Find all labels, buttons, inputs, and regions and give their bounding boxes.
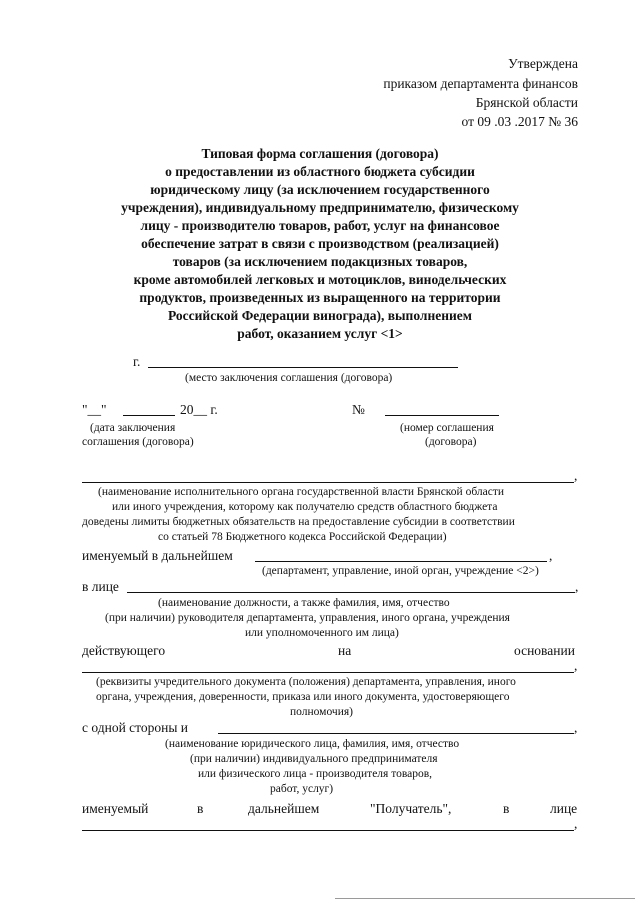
basis-comma: , bbox=[574, 658, 578, 673]
named2-word: дальнейшем bbox=[248, 801, 320, 816]
date-year: 20__ г. bbox=[180, 402, 218, 417]
footer-divider bbox=[335, 898, 635, 899]
person-comma: , bbox=[575, 579, 579, 594]
recipient-caption-line: работ, услуг) bbox=[270, 783, 334, 795]
title-line: о предоставлении из областного бюджета субсидии bbox=[165, 164, 475, 179]
recipient-caption-line: или физического лица - производителя товаров, bbox=[198, 768, 433, 780]
number-caption-1: (номер соглашения bbox=[400, 422, 494, 434]
title-line: Типовая форма соглашения (договора) bbox=[201, 146, 439, 161]
number-caption-2: (договора) bbox=[425, 436, 477, 448]
basis-caption-line: органа, учреждения, доверенности, приказа или иного документа, удостоверяющего bbox=[96, 691, 510, 703]
title-line: работ, оказанием услуг <1> bbox=[237, 326, 403, 341]
title-line: кроме автомобилей легковых и мотоциклов, винодельческих bbox=[133, 272, 507, 287]
approval-line-2: приказом департамента финансов bbox=[383, 76, 578, 91]
title-line: Российской Федерации винограда), выполнением bbox=[168, 308, 472, 323]
side-comma: , bbox=[574, 720, 578, 735]
named2-word: "Получатель", bbox=[370, 801, 452, 816]
organ-caption-line: доведены лимиты бюджетных обязательств на предоставление субсидии в соответствии bbox=[82, 516, 515, 528]
acting-word: основании bbox=[514, 643, 575, 658]
organ-caption-line: со статьей 78 Бюджетного кодекса Российской Федерации) bbox=[158, 531, 447, 543]
named2-word: лице bbox=[550, 801, 578, 816]
basis-field-line[interactable] bbox=[82, 672, 574, 673]
person-caption-line: (при наличии) руководителя департамента, управления, иного органа, учреждения bbox=[105, 612, 510, 624]
title-line: продуктов, произведенных из выращенного на территории bbox=[139, 290, 501, 305]
title-line: товаров (за исключением подакцизных товаров, bbox=[172, 254, 468, 269]
title-line: учреждения), индивидуальному предпринимателю, физическому bbox=[121, 200, 519, 215]
title-line: юридическому лицу (за исключением государственного bbox=[150, 182, 490, 197]
organ-field-line[interactable] bbox=[82, 482, 574, 483]
date-month-field-line[interactable] bbox=[123, 415, 175, 416]
named2-word: в bbox=[503, 801, 510, 816]
approval-line-1: Утверждена bbox=[508, 56, 578, 71]
recipient-caption-line: (наименование юридического лица, фамилия, имя, отчество bbox=[165, 738, 460, 750]
named2-comma: , bbox=[574, 816, 578, 831]
named2-word: в bbox=[197, 801, 204, 816]
named-field-line[interactable] bbox=[255, 561, 547, 562]
title-line: обеспечение затрат в связи с производством (реализацией) bbox=[141, 236, 499, 251]
named-comma: , bbox=[549, 548, 553, 563]
basis-caption-line: полномочия) bbox=[290, 706, 353, 718]
approval-line-4: от 09 .03 .2017 № 36 bbox=[461, 114, 578, 129]
organ-caption-line: или иного учреждения, которому как получателю средств областного бюджета bbox=[112, 501, 498, 513]
named-caption: (департамент, управление, иной орган, учреждение <2>) bbox=[262, 565, 539, 577]
number-field-line[interactable] bbox=[385, 415, 499, 416]
named-label: именуемый в дальнейшем bbox=[82, 548, 233, 563]
recipient-caption-line: (при наличии) индивидуального предпринимателя bbox=[190, 753, 438, 765]
organ-caption-line: (наименование исполнительного органа государственной власти Брянской области bbox=[98, 486, 505, 498]
side-label: с одной стороны и bbox=[82, 720, 189, 735]
person-label: в лице bbox=[82, 579, 119, 594]
recipient-person-field-line[interactable] bbox=[82, 830, 574, 831]
number-prefix: № bbox=[352, 402, 365, 417]
date-day-quotes: "__" bbox=[82, 402, 107, 417]
acting-word: на bbox=[338, 643, 352, 658]
approval-line-3: Брянской области bbox=[475, 95, 578, 110]
organ-comma: , bbox=[574, 468, 578, 483]
named2-word: именуемый bbox=[82, 801, 149, 816]
title-line: лицу - производителю товаров, работ, услуг на финансовое bbox=[140, 218, 500, 233]
place-prefix: г. bbox=[133, 354, 141, 369]
person-caption-line: или уполномоченного им лица) bbox=[245, 627, 399, 639]
person-caption-line: (наименование должности, а также фамилия, имя, отчество bbox=[158, 597, 450, 609]
acting-word: действующего bbox=[82, 643, 166, 658]
date-caption-2: соглашения (договора) bbox=[82, 436, 194, 448]
basis-caption-line: (реквизиты учредительного документа (положения) департамента, управления, иного bbox=[96, 676, 516, 688]
date-caption-1: (дата заключения bbox=[90, 422, 176, 434]
place-field-line[interactable] bbox=[148, 367, 458, 368]
person-field-line[interactable] bbox=[127, 592, 575, 593]
recipient-field-line[interactable] bbox=[218, 733, 574, 734]
place-caption: (место заключения соглашения (договора) bbox=[185, 372, 393, 384]
